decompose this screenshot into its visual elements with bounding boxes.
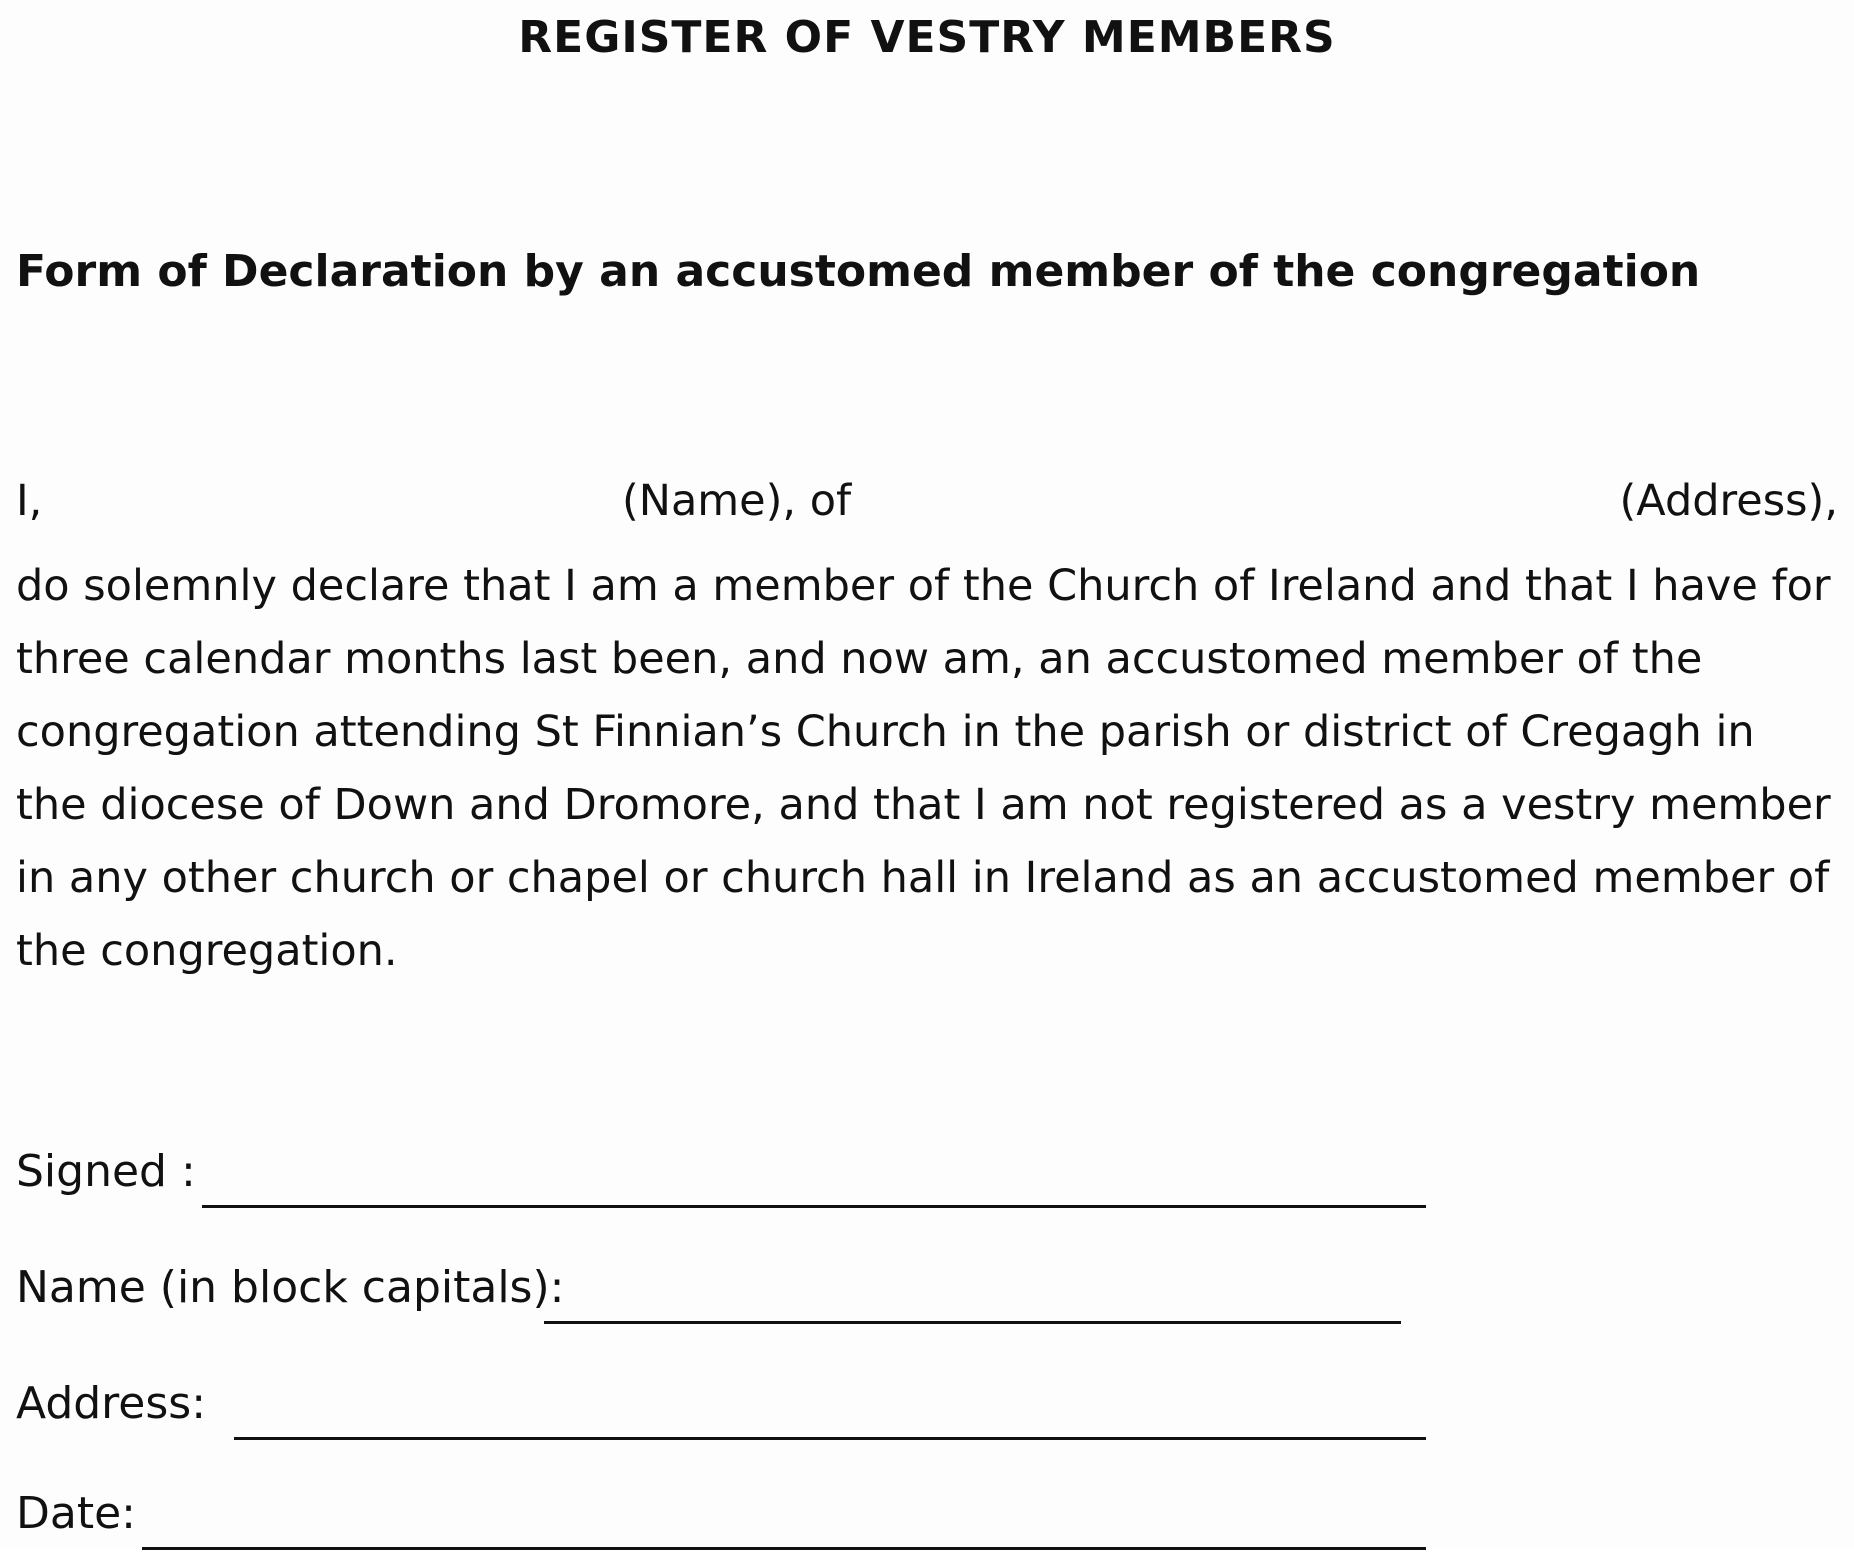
name-placeholder: (Name), of [622,476,852,526]
address-label: Address: [16,1378,207,1429]
name-field [16,1262,1401,1332]
signed-label: Signed : [16,1146,196,1197]
address-placeholder: (Address), [1619,476,1838,526]
date-line [142,1547,1426,1550]
declaration-body: do solemnly declare that I am a member of the Church of Ireland and that I have for three calendar months last been, and now am, an accustomed member of the congregation attending St Finnian’s Church in the parish or district of Cregagh in the diocese of Down and Dromore, and that I am not registered as a vestry member in any other church or chapel or church hall in Ireland as an accustomed member of the congregation. [16,561,1831,976]
address-field [16,1378,1426,1448]
form-title: REGISTER OF VESTRY MEMBERS [518,12,1336,63]
declaration-first-line [16,476,1838,536]
signed-field [16,1146,1426,1216]
form-subtitle: Form of Declaration by an accustomed member of the congregation [16,246,1701,297]
signed-line [202,1205,1426,1208]
address-line [234,1437,1426,1440]
name-label: Name (in block capitals): [16,1262,565,1313]
declaration-opening: I, [16,476,43,526]
date-label: Date: [16,1488,136,1539]
name-line [544,1321,1401,1324]
